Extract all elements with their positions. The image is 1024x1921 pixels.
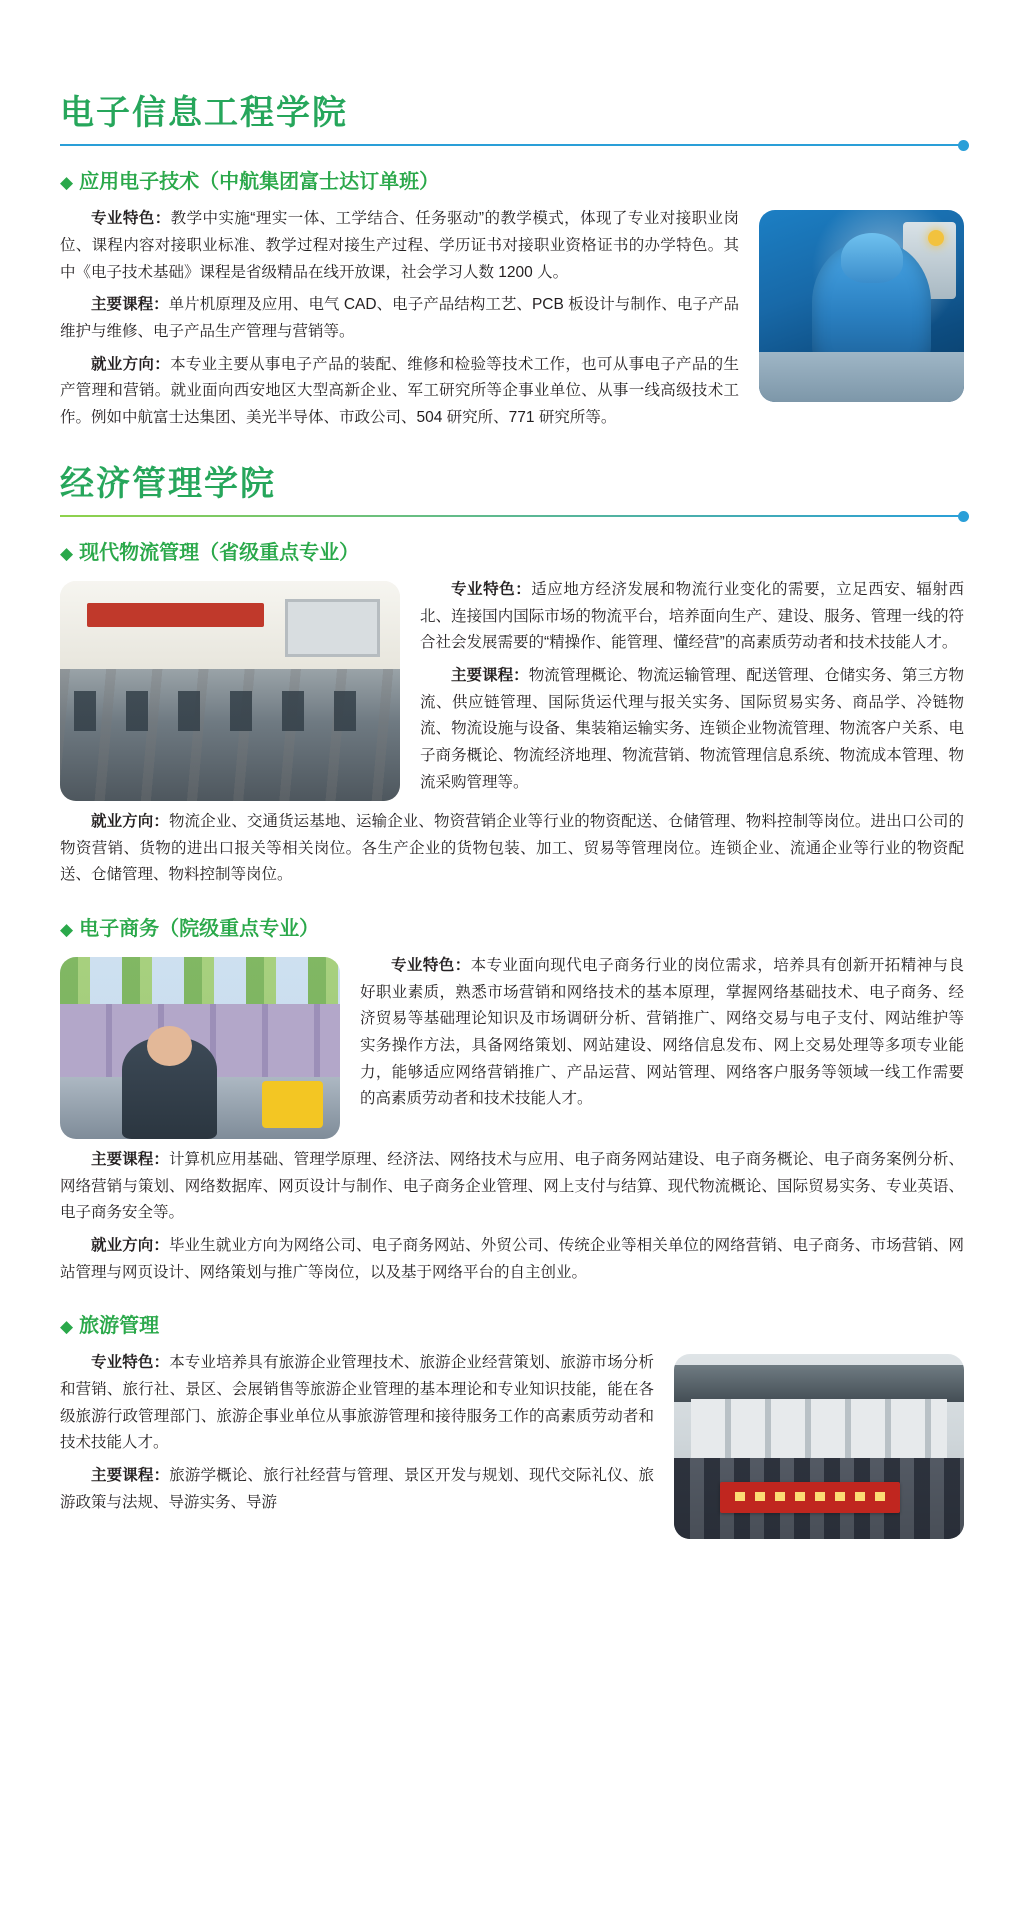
paragraph-label: 就业方向：	[91, 355, 171, 373]
diamond-icon: ◆	[60, 544, 74, 564]
gate-shape	[691, 1399, 946, 1462]
paragraph-label: 专业特色：	[91, 1354, 170, 1372]
paragraph-label: 就业方向：	[91, 813, 169, 831]
paragraph-label: 专业特色：	[451, 581, 532, 599]
paragraph-label: 主要课程：	[91, 1151, 169, 1168]
paragraph-employment	[60, 1233, 964, 1286]
paragraph-text: 教学中实施“理实一体、工学结合、任务驱动”的教学模式，体现了专业对接职业岗位、课程内容对接职业标准、教学过程对接生产过程、学历证书对接职业资格证书的办学特色。其中《电子技术基础》课程是省级精品在线开放课，社会学习人数 1200 人。	[60, 210, 739, 281]
major-block-applied-electronics	[60, 168, 964, 437]
red-banner-shape	[87, 603, 264, 627]
major-block-logistics	[60, 539, 964, 889]
paragraph-text: 物流企业、交通货运基地、运输企业、物资营销企业等行业的物资配送、仓储管理、物料控制等岗位。进出口公司的物资营销、货物的进出口报关等相关岗位。各生产企业的货物包装、加工、贸易等管理岗位。连锁企业、流通企业等行业的物资配送、仓储管理、物料控制等岗位。	[60, 813, 964, 884]
paragraph-label: 就业方向：	[91, 1236, 169, 1254]
paragraph-label: 专业特色：	[391, 957, 471, 974]
paragraph-text: 单片机原理及应用、电气 CAD、电子产品结构工艺、PCB 板设计与制作、电子产品维护与维修、电子产品生产管理与营销等。	[60, 296, 739, 341]
whiteboard-shape	[285, 599, 379, 658]
paragraph-label: 主要课程：	[91, 1466, 170, 1484]
paragraph-text: 旅游学概论、旅行社经营与管理、景区开发与规划、现代交际礼仪、旅游政策与法规、导游实务、导游	[60, 1466, 654, 1511]
paragraph-label: 专业特色：	[91, 210, 171, 228]
paragraph-employment	[60, 809, 964, 889]
tourism-group-photo	[674, 1354, 964, 1539]
paragraph-text: 本专业面向现代电子商务行业的岗位需求，培养具有创新开拓精神与良好职业素质，熟悉市场营销和网络技术的基本原理，掌握网络基础技术、电子商务、经济贸易等基础理论知识及市场调研分析、营销推广、网络交易与电子支付、网站维护等实务操作方法，具备网络策划、网站建设、网络信息发布、网上交易处理等多项专业能力，能够适应网络营销推广、产品运营、网站管理、网络客户服务等领域一线工作需要的高素质劳动者和技术技能人才。	[360, 957, 964, 1108]
major-title-text: 现代物流管理（省级重点专业）	[79, 542, 360, 565]
paragraph-text: 毕业生就业方向为网络公司、电子商务网站、外贸公司、传统企业等相关单位的网络营销、电子商务、市场营销、网站管理与网页设计、网络策划与推广等岗位，以及基于网络平台的自主创业。	[60, 1236, 964, 1281]
bench-shape	[759, 352, 964, 402]
logistics-classroom-photo	[60, 581, 400, 801]
paragraph-text: 计算机应用基础、管理学原理、经济法、网络技术与应用、电子商务网站建设、电子商务概论、电子商务案例分析、网络营销与策划、网络数据库、网页设计与制作、电子商务企业管理、网上支付与结算、现代物流概论、国际贸易实务、专业英语、电子商务安全等。	[60, 1151, 964, 1222]
paragraph-text: 适应地方经济发展和物流行业变化的需要，立足西安、辐射西北、连接国内国际市场的物流平台，培养面向生产、建设、服务、管理一线的符合社会发展需要的“精操作、能管理、懂经营”的高素质劳动者和技术技能人才。	[420, 581, 964, 652]
paragraph-text: 物流管理概论、物流运输管理、配送管理、仓储实务、第三方物流、供应链管理、国际货运代理与报关实务、国际贸易实务、商品学、冷链物流、物流设施与设备、集装箱运输实务、连锁企业物流管理、物流客户关系、电子商务概论、物流经济地理、物流营销、物流管理信息系统、物流成本管理、物流采购管理等。	[420, 667, 964, 791]
major-title	[60, 168, 964, 196]
college-title: 电子信息工程学院	[60, 94, 348, 132]
major-title-text: 应用电子技术（中航集团富士达订单班）	[79, 171, 440, 194]
major-title-text: 旅游管理	[79, 1315, 160, 1338]
title-divider-rule	[60, 515, 964, 517]
plants-shape	[60, 957, 340, 1008]
diamond-icon: ◆	[60, 1317, 74, 1337]
college-section-electronic	[60, 95, 964, 438]
worker-hood-shape	[841, 233, 903, 283]
yellow-sign-shape	[262, 1081, 324, 1128]
paragraph-text: 本专业培养具有旅游企业管理技术、旅游企业经营策划、旅游市场分析和营销、旅行社、景区、会展销售等旅游企业管理的基本理论和专业知识技能，能在各级旅游行政管理部门、旅游企事业单位从事旅游管理和接待服务工作的高素质劳动者和技术技能人才。	[60, 1354, 654, 1452]
ecommerce-office-photo	[60, 957, 340, 1139]
person-head-shape	[147, 1026, 192, 1066]
major-block-tourism	[60, 1312, 964, 1547]
diamond-icon: ◆	[60, 173, 74, 193]
major-title-text: 电子商务（院级重点专业）	[79, 918, 320, 940]
diamond-icon: ◆	[60, 920, 74, 939]
electronics-lab-photo	[759, 210, 964, 402]
monitors-shape	[74, 691, 387, 731]
major-title	[60, 915, 964, 943]
college-title: 经济管理学院	[60, 464, 276, 503]
major-block-ecommerce	[60, 915, 964, 1286]
title-divider-rule	[60, 144, 964, 146]
college-section-economics	[60, 466, 964, 1548]
lamp-shape	[928, 230, 944, 246]
major-title	[60, 1312, 964, 1340]
red-banner-shape	[720, 1482, 900, 1513]
paragraph-label: 主要课程：	[91, 296, 169, 314]
paragraph-courses	[60, 1147, 964, 1227]
paragraph-text: 本专业主要从事电子产品的装配、维修和检验等技术工作，也可从事电子产品的生产管理和营销。就业面向西安地区大型高新企业、军工研究所等企事业单位、从事一线高级技术工作。例如中航富士达集团、美光半导体、市政公司、504 研究所、771 研究所等。	[60, 355, 739, 426]
roof-shape	[674, 1365, 964, 1402]
paragraph-label: 主要课程：	[451, 667, 529, 684]
desks-shape	[60, 669, 400, 801]
major-title	[60, 539, 964, 567]
